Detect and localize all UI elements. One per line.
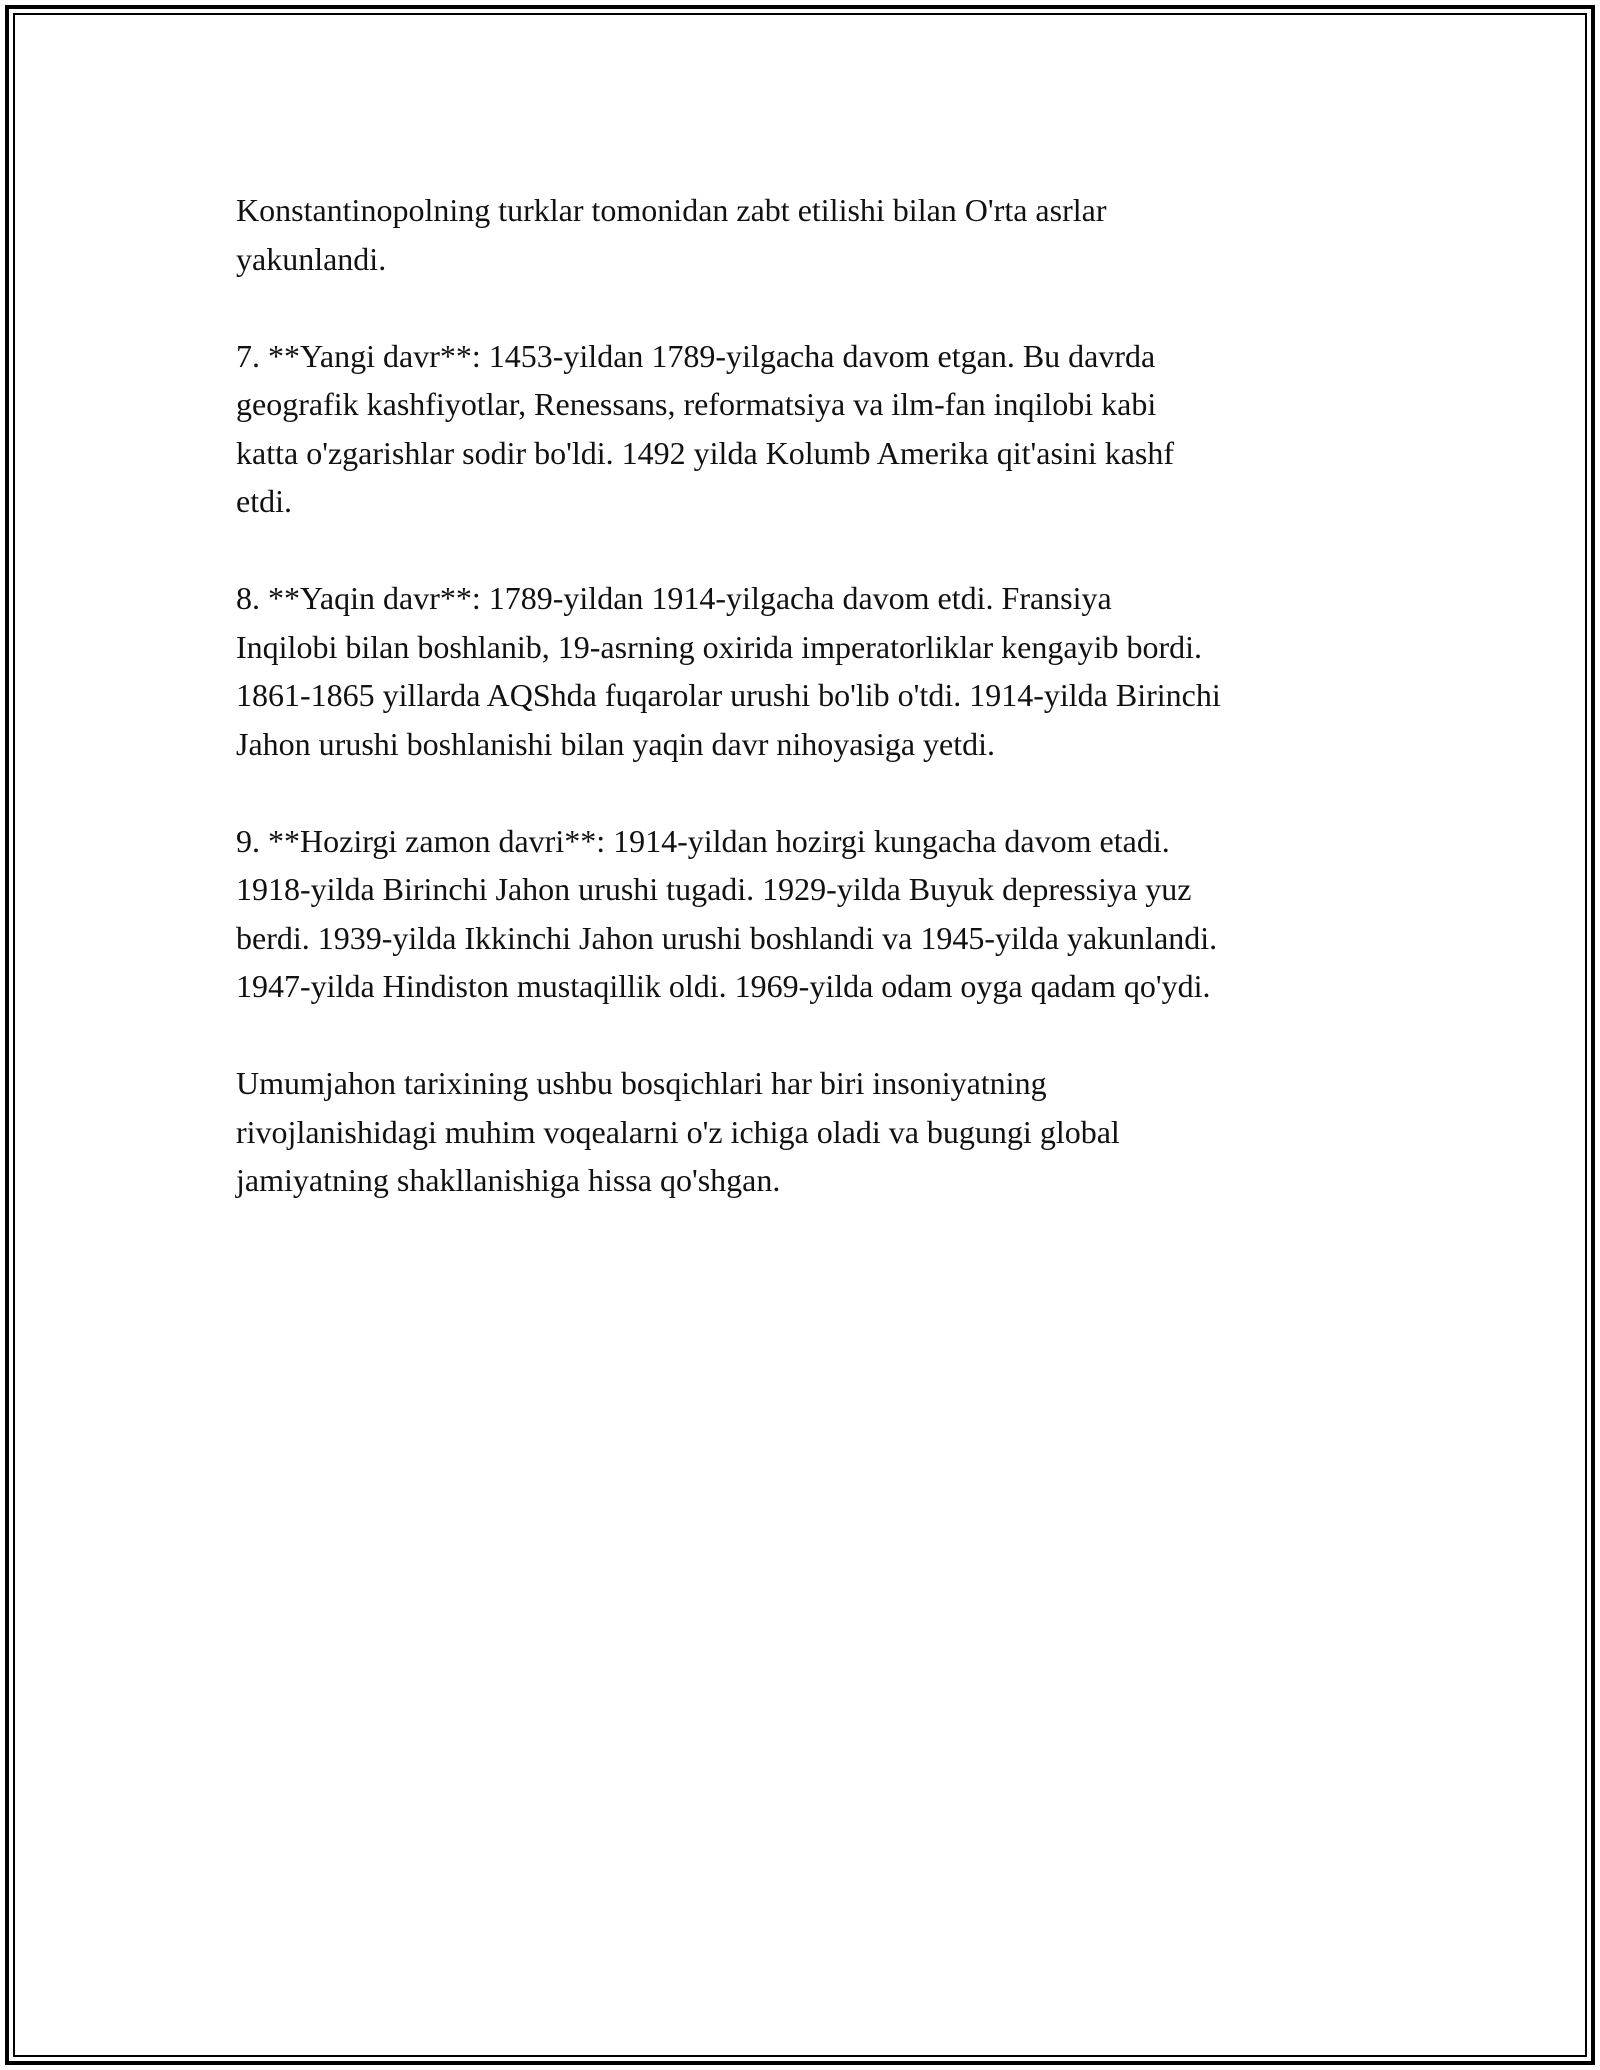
paragraph-hozirgi-zamon: 9. **Hozirgi zamon davri**: 1914-yildan hozirgi kungacha davom etadi. 1918-yilda Birinchi Jahon urushi tugadi. 1929-yilda Buyuk depressiya yuz berdi. 1939-yilda Ikkinchi Jahon urushi boshlandi va 1945-yilda yakunlandi. 1947-yilda Hindiston mustaqillik oldi. 1969-yilda odam oyga qadam qo'ydi. (236, 822, 1218, 1004)
paragraph-summary: Umumjahon tarixining ushbu bosqichlari har biri insoniyatning rivojlanishidagi muhim voqealarni o'z ichiga oladi va bugungi global jamiyatning shakllanishiga hissa qo'shgan. (236, 1065, 1120, 1198)
paragraph-yangi-davr: 7. **Yangi davr**: 1453-yildan 1789-yilgacha davom etgan. Bu davrda geografik kashfiyotlar, Renessans, reformatsiya va ilm-fan inqilobi kabi katta o'zgarishlar sodir bo'ldi. 1492 yilda Kolumb Amerika qit'asini kashf etdi. (236, 337, 1175, 519)
document-body (236, 186, 1386, 1253)
paragraph-yaqin-davr: 8. **Yaqin davr**: 1789-yildan 1914-yilgacha davom etdi. Fransiya Inqilobi bilan boshlanib, 19-asrning oxirida imperatorliklar kengayib bordi. 1861-1865 yillarda AQShda fuqarolar urushi bo'lib o'tdi. 1914-yilda Birinchi Jahon urushi boshlanishi bilan yaqin davr nihoyasiga yetdi. (236, 580, 1221, 762)
paragraph-intro-conclusion: Konstantinopolning turklar tomonidan zabt etilishi bilan O'rta asrlar yakunlandi. (236, 192, 1107, 277)
